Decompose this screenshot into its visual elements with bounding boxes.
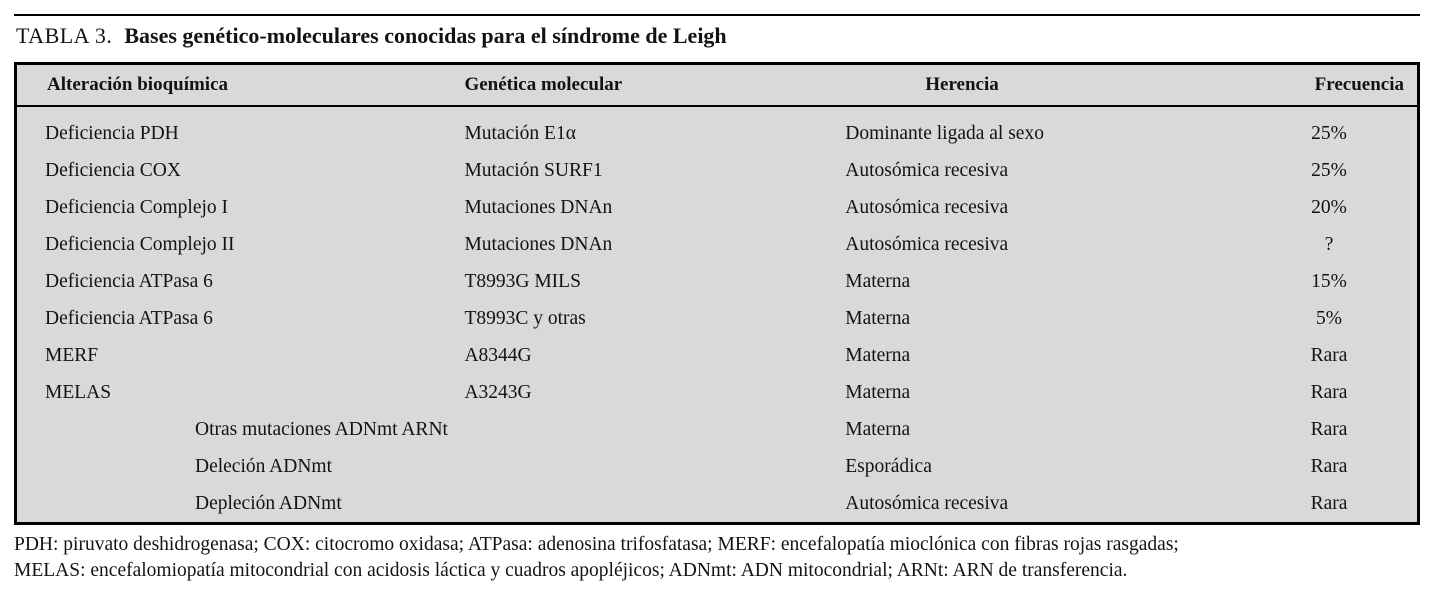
table-number-label: TABLA 3. (16, 23, 113, 48)
cell-frecuencia: Rara (1310, 455, 1348, 477)
table-row (16, 226, 1419, 263)
table-row (16, 374, 1419, 411)
cell-frecuencia: Rara (1310, 344, 1348, 366)
cell-alteracion-bioquimica: Deficiencia COX (45, 159, 181, 181)
cell-frecuencia: 5% (1316, 307, 1343, 329)
table-figure (14, 14, 1420, 584)
cell-herencia: Esporádica (845, 455, 932, 477)
leigh-genetics-table (14, 62, 1420, 525)
table-row (16, 189, 1419, 226)
cell-frecuencia: Rara (1310, 492, 1348, 514)
table-title (14, 14, 1420, 56)
cell-genetica-molecular: A3243G (464, 381, 532, 403)
table-row (16, 411, 1419, 448)
cell-alteracion-bioquimica: Otras mutaciones ADNmt ARNt (195, 418, 448, 440)
cell-alteracion-bioquimica: Depleción ADNmt (195, 492, 342, 514)
col-header-frecuencia: Frecuencia (1241, 64, 1418, 107)
cell-herencia: Materna (845, 418, 911, 440)
cell-alteracion-bioquimica: Deficiencia ATPasa 6 (45, 307, 213, 329)
cell-alteracion-bioquimica: Deficiencia Complejo II (45, 233, 235, 255)
table-row (16, 152, 1419, 189)
cell-herencia: Materna (845, 344, 911, 366)
table-body (16, 106, 1419, 524)
table-title-text: Bases genético-moleculares conocidas para el síndrome de Leigh (124, 23, 727, 48)
footnote-line-1: PDH: piruvato deshidrogenasa; COX: citocromo oxidasa; ATPasa: adenosina trifosfatasa; MERF: encefalopatía mioclónica con fibras rojas rasgadas; (14, 534, 1179, 555)
cell-herencia: Autosómica recesiva (845, 492, 1009, 514)
table-row (16, 263, 1419, 300)
cell-frecuencia: Rara (1310, 381, 1348, 403)
table-footnote (14, 532, 1420, 584)
table-row (16, 300, 1419, 337)
cell-alteracion-bioquimica: Deleción ADNmt (195, 455, 333, 477)
cell-genetica-molecular: Mutaciones DNAn (464, 196, 613, 218)
cell-alteracion-bioquimica: Deficiencia Complejo I (45, 196, 229, 218)
cell-alteracion-bioquimica: Deficiencia ATPasa 6 (45, 270, 213, 292)
cell-herencia: Autosómica recesiva (845, 233, 1009, 255)
cell-alteracion-bioquimica: MELAS (45, 381, 112, 403)
table-header (16, 64, 1419, 107)
cell-frecuencia: 15% (1311, 270, 1347, 292)
cell-genetica-molecular: A8344G (464, 344, 532, 366)
cell-herencia: Dominante ligada al sexo (845, 122, 1044, 144)
cell-herencia: Autosómica recesiva (845, 159, 1009, 181)
cell-herencia: Materna (845, 307, 911, 329)
cell-genetica-molecular: Mutaciones DNAn (464, 233, 613, 255)
table-row (16, 485, 1419, 524)
cell-frecuencia: ? (1324, 233, 1334, 255)
footnote-line-2: MELAS: encefalomiopatía mitocondrial con acidosis láctica y cuadros apopléjicos; ADNmt: ADN mitocondrial; ARNt: ARN de transferencia. (14, 560, 1128, 581)
cell-frecuencia: Rara (1310, 418, 1348, 440)
cell-herencia: Materna (845, 381, 911, 403)
header-row (16, 64, 1419, 107)
cell-genetica-molecular: T8993C y otras (464, 307, 586, 329)
cell-herencia: Autosómica recesiva (845, 196, 1009, 218)
table-row (16, 448, 1419, 485)
col-header-alteracion-bioquimica: Alteración bioquímica (16, 64, 465, 107)
table-row (16, 106, 1419, 152)
table-row (16, 337, 1419, 374)
cell-genetica-molecular: Mutación E1α (464, 122, 576, 144)
col-header-genetica-molecular: Genética molecular (464, 64, 830, 107)
cell-frecuencia: 20% (1311, 196, 1347, 218)
cell-herencia: Materna (845, 270, 911, 292)
cell-frecuencia: 25% (1311, 122, 1347, 144)
cell-alteracion-bioquimica: Deficiencia PDH (45, 122, 179, 144)
cell-frecuencia: 25% (1311, 159, 1347, 181)
cell-genetica-molecular: T8993G MILS (464, 270, 581, 292)
col-header-herencia: Herencia (830, 64, 1241, 107)
cell-genetica-molecular: Mutación SURF1 (464, 159, 603, 181)
cell-alteracion-bioquimica: MERF (45, 344, 99, 366)
